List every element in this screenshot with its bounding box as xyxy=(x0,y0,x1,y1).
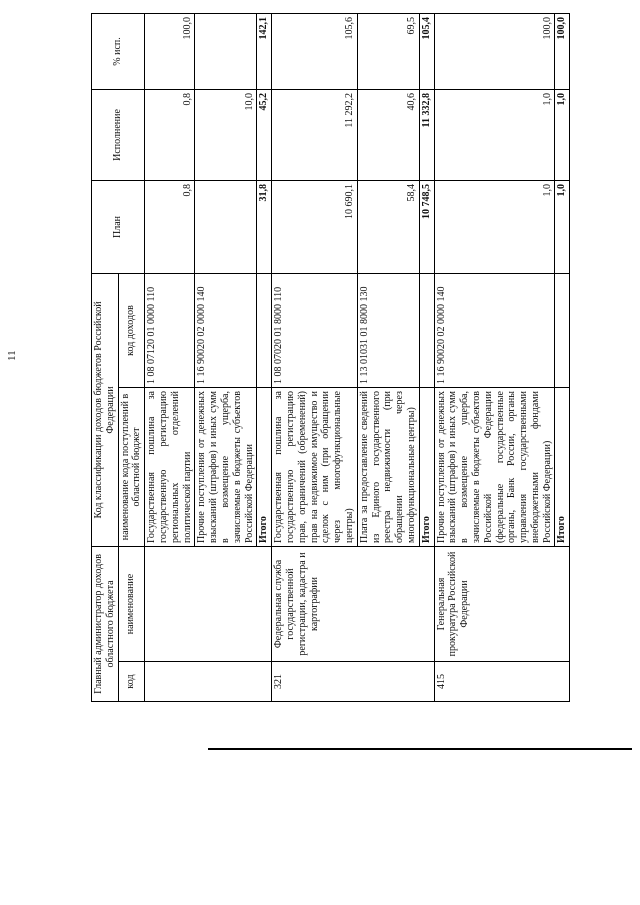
header-code: код xyxy=(118,662,145,702)
bottom-divider xyxy=(208,748,632,750)
percent-value xyxy=(195,13,257,89)
plan-value: 1,0 xyxy=(434,180,555,273)
income-name: Прочие поступления от денежных взысканий (штрафов) и иных сумм в возмещение ущерба, зачисляемые в бюджеты субъектов Российской Федерации xyxy=(195,388,257,547)
total-code-empty xyxy=(257,273,272,387)
page-number: 11 xyxy=(6,350,18,362)
plan-value xyxy=(195,180,257,273)
percent-value: 105,6 xyxy=(272,13,358,89)
total-code-empty xyxy=(555,273,570,387)
header-percent: % исп. xyxy=(92,13,145,89)
total-plan: 10 748,5 xyxy=(419,180,434,273)
income-table xyxy=(91,13,570,702)
income-name: Государственная пошлина за государственную регистрацию региональных отделений политической партии xyxy=(145,388,195,547)
admin-name xyxy=(145,547,272,662)
header-name: наименование xyxy=(118,547,145,662)
total-percent: 142,1 xyxy=(257,13,272,89)
percent-value: 100,0 xyxy=(434,13,555,89)
income-name: Прочие поступления от денежных взысканий (штрафов) и иных сумм в возмещение ущерба, зачисляемые в бюджеты субъектов Российской Федерации (федеральные государственные органы, Банк России, органы управления государственными внебюджетными фондами Российской Федерации) xyxy=(434,388,555,547)
plan-value: 0,8 xyxy=(145,180,195,273)
total-percent: 100,0 xyxy=(555,13,570,89)
table-row xyxy=(272,13,358,701)
total-exec: 1,0 xyxy=(555,89,570,180)
header-execution: Исполнение xyxy=(92,89,145,180)
income-code: 1 08 07120 01 0000 110 xyxy=(145,273,195,387)
header-admin-group: Главный администратор доходов областного бюджета xyxy=(92,547,119,702)
income-code: 1 16 90020 02 0000 140 xyxy=(434,273,555,387)
income-code: 1 16 90020 02 0000 140 xyxy=(195,273,257,387)
percent-value: 100,0 xyxy=(145,13,195,89)
income-name: Плата за предоставление сведений из Единого государственного реестра недвижимости (при обращении через многофункциональные центры) xyxy=(357,388,419,547)
admin-code: 321 xyxy=(272,662,434,702)
total-label: Итого xyxy=(555,388,570,547)
admin-name: Федеральная служба государственной регистрации, кадастра и картографии xyxy=(272,547,434,662)
total-code-empty xyxy=(419,273,434,387)
percent-value: 69,5 xyxy=(357,13,419,89)
total-label: Итого xyxy=(419,388,434,547)
total-exec: 45,2 xyxy=(257,89,272,180)
admin-name: Генеральная прокуратура Российской Федерации xyxy=(434,547,570,662)
total-label: Итого xyxy=(257,388,272,547)
header-row-1 xyxy=(92,13,119,701)
total-plan: 31,8 xyxy=(257,180,272,273)
income-code: 1 08 07020 01 8000 110 xyxy=(272,273,358,387)
rotated-table-container xyxy=(91,14,573,702)
admin-code: 415 xyxy=(434,662,570,702)
header-plan: План xyxy=(92,180,145,273)
table-row xyxy=(145,13,195,701)
exec-value: 40,6 xyxy=(357,89,419,180)
income-name: Государственная пошлина за государственную регистрацию прав, ограничений (обременений) прав на недвижимое имущество и сделок с ним (при обращении через многофункциональные центры) xyxy=(272,388,358,547)
table-row xyxy=(434,13,555,701)
header-income-code: код доходов xyxy=(118,273,145,387)
exec-value: 1,0 xyxy=(434,89,555,180)
header-classif-group: Код классификации доходов бюджетов Российской Федерации xyxy=(92,273,119,546)
exec-value: 11 292,2 xyxy=(272,89,358,180)
exec-value: 0,8 xyxy=(145,89,195,180)
plan-value: 58,4 xyxy=(357,180,419,273)
total-exec: 11 332,8 xyxy=(419,89,434,180)
total-plan: 1,0 xyxy=(555,180,570,273)
plan-value: 10 690,1 xyxy=(272,180,358,273)
admin-code xyxy=(145,662,272,702)
exec-value: 10,0 xyxy=(195,89,257,180)
income-code: 1 13 01031 01 8000 130 xyxy=(357,273,419,387)
header-income-name: наименование кода поступлений в областной бюджет xyxy=(118,388,145,547)
total-percent: 105,4 xyxy=(419,13,434,89)
